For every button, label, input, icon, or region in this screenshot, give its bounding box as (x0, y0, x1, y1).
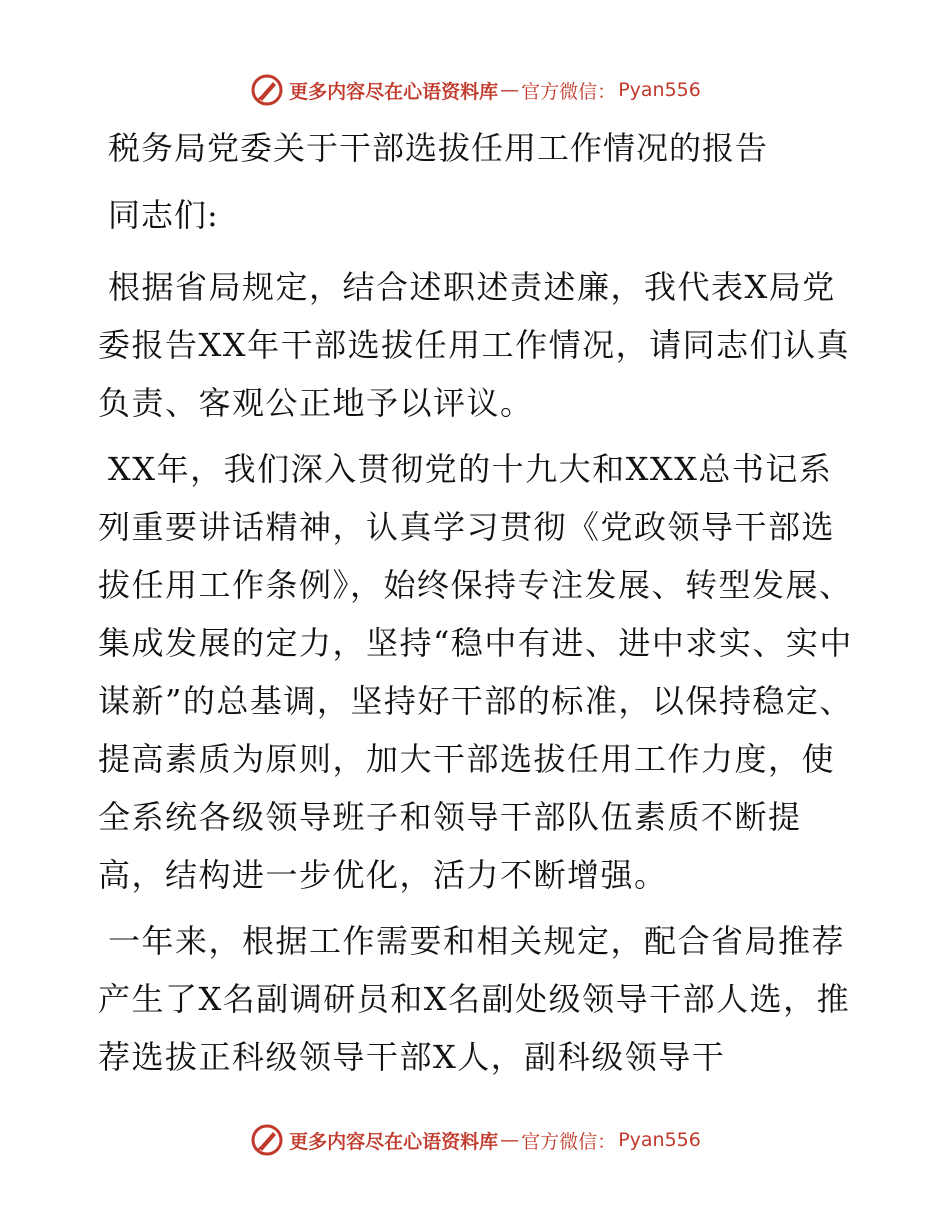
paragraph-1: 根据省局规定，结合述职述责述廉，我代表X局党委报告XX年干部选拔任用工作情况，请同志们认真负责、客观公正地予以评议。 (98, 268, 851, 422)
paragraph-3: 一年来，根据工作需要和相关规定，配合省局推荐产生了X名副调研员和X名副处级领导干部人选，推荐选拔正科级领导干部X人，副科级领导干 (98, 922, 851, 1076)
quill-logo-icon (249, 72, 285, 108)
document-body (98, 120, 858, 1094)
quill-logo-icon (249, 1122, 285, 1158)
watermark-sub-text: 官方微信： (521, 1130, 617, 1153)
watermark-separator: — (500, 1129, 520, 1151)
footer-watermark (0, 1120, 950, 1160)
watermark-main-text: 更多内容尽在心语资料库 (289, 80, 499, 103)
watermark-id-text: Pyan556 (618, 79, 701, 101)
document-title: 税务局党委关于干部选拔任用工作情况的报告 (108, 129, 769, 167)
watermark-id-text: Pyan556 (618, 1129, 701, 1151)
header-watermark (0, 70, 950, 110)
watermark-sub-text: 官方微信： (521, 80, 617, 103)
paragraph-2: XX年，我们深入贯彻党的十九大和XXX总书记系列重要讲话精神，认真学习贯彻《党政领导干部选拔任用工作条例》，始终保持专注发展、转型发展、集成发展的定力，坚持“稳中有进、进中求实、实中谋新”的总基调，坚持好干部的标准，以保持稳定、提高素质为原则，加大干部选拔任用工作力度，使全系统各级领导班子和领导干部队伍素质不断提高，结构进一步优化，活力不断增强。 (98, 450, 853, 894)
document-salutation: 同志们: (108, 196, 219, 234)
watermark-main-text: 更多内容尽在心语资料库 (289, 1130, 499, 1153)
watermark-separator: — (500, 79, 520, 101)
